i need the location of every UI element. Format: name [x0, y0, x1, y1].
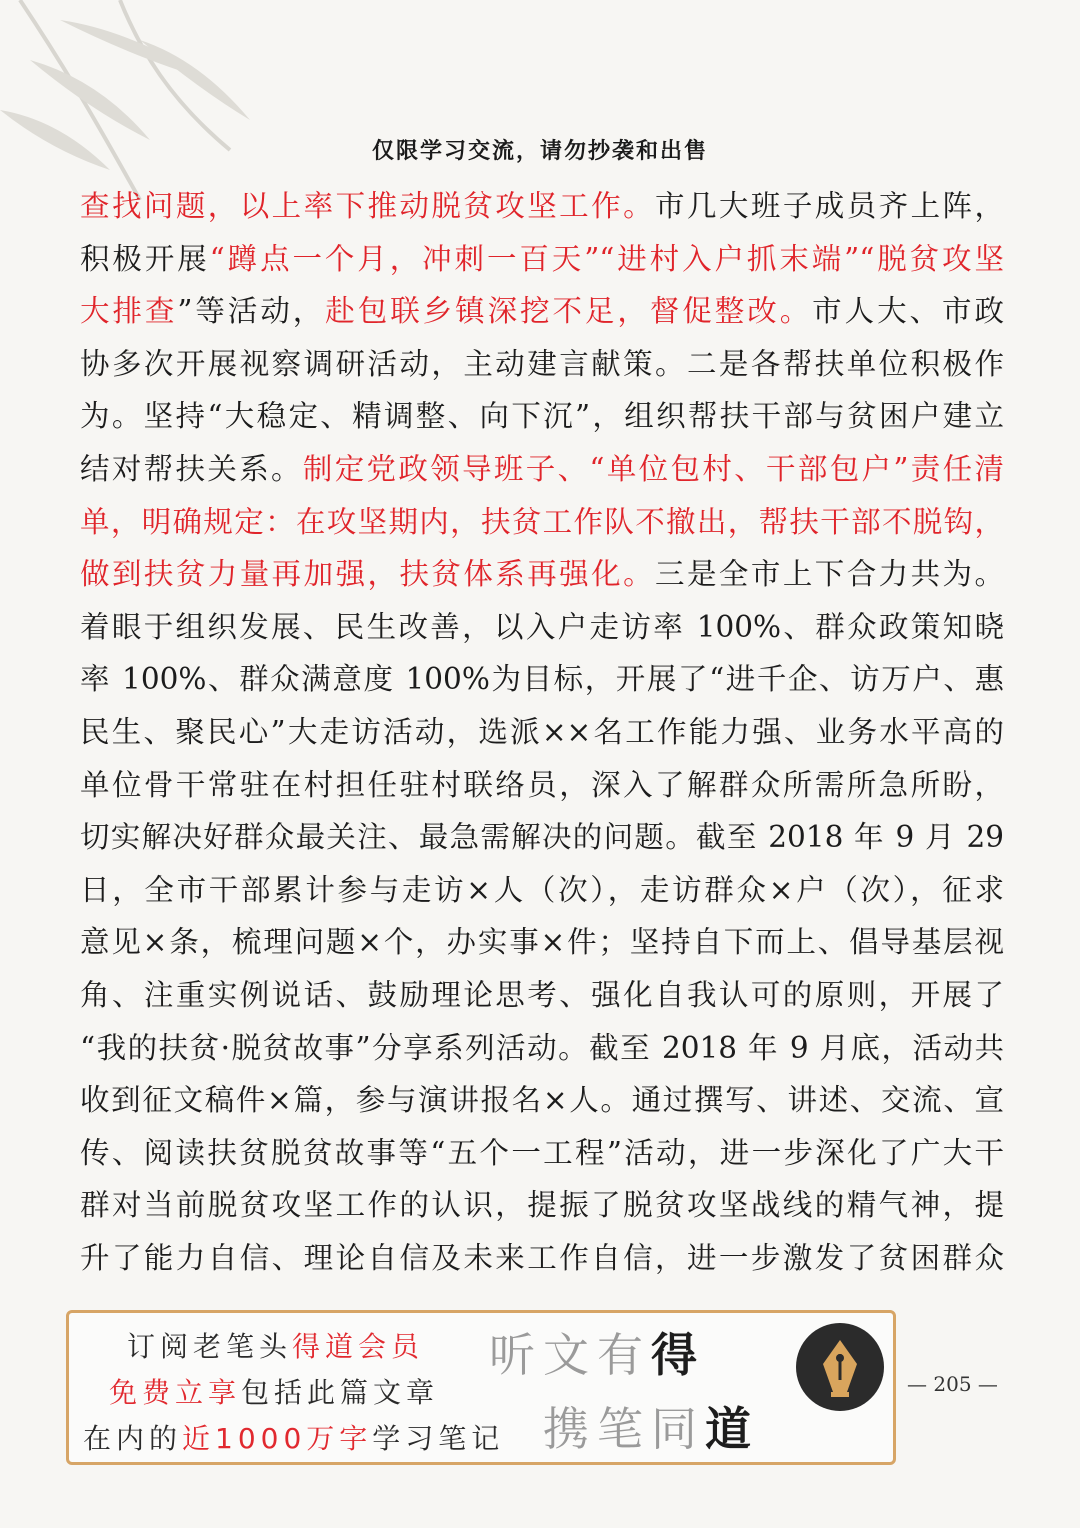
body-text: 三是全市上下合力共为。 — [655, 557, 1004, 592]
text-line — [80, 759, 1004, 812]
body-text: 民生、聚民心”大走访活动，选派××名工作能力强、业务水平高的 — [80, 714, 1004, 749]
text-line — [80, 1179, 1004, 1232]
body-text: 市几大班子成员齐上阵， — [655, 189, 1004, 223]
text-line — [80, 916, 1004, 969]
text-line — [80, 864, 1004, 917]
banner-text: 在内的 — [83, 1422, 183, 1455]
text-line — [80, 1127, 1004, 1180]
slogan-emphasis: 道 — [705, 1402, 759, 1456]
text-line — [80, 548, 1004, 601]
text-line — [80, 1232, 1004, 1285]
body-text: 市人大、市政 — [812, 294, 1004, 329]
body-text: 着眼于组织发展、民生改善，以入户走访率 100%、群众政策知晓 — [80, 609, 1004, 644]
text-line — [80, 285, 1004, 338]
body-text: 升了能力自信、理论自信及未来工作自信，进一步激发了贫困群众 — [80, 1240, 1004, 1275]
body-text: 切实解决好群众最关注、最急需解决的问题。截至 2018 年 9 月 29 — [80, 820, 1004, 855]
document-body — [80, 180, 1004, 1284]
body-text: 日，全市干部累计参与走访×人（次），走访群众×户（次），征求 — [80, 872, 1004, 907]
text-line — [80, 338, 1004, 391]
body-text: 协多次开展视察调研活动，主动建言献策。二是各帮扶单位积极作 — [80, 346, 1004, 381]
text-line — [80, 601, 1004, 654]
highlighted-text: 赴包联乡镇深挖不足，督促整改。 — [325, 294, 813, 329]
highlighted-text: 查找问题，以上率下推动脱贫攻坚工作。 — [80, 189, 656, 223]
slogan-emphasis: 得 — [651, 1328, 705, 1382]
header-note: 仅限学习交流，请勿抄袭和出售 — [371, 139, 708, 164]
pen-nib-icon — [795, 1322, 885, 1412]
promo-banner[interactable] — [66, 1310, 896, 1465]
text-line — [80, 180, 1004, 233]
page-number: — 205 — — [907, 1372, 998, 1396]
text-line — [80, 443, 1004, 496]
text-line — [80, 1074, 1004, 1127]
text-line — [80, 653, 1004, 706]
body-text: 群对当前脱贫攻坚工作的认识，提振了脱贫攻坚战线的精气神，提 — [80, 1188, 1004, 1223]
body-text: “我的扶贫·脱贫故事”分享系列活动。截至 2018 年 9 月底，活动共 — [80, 1030, 1004, 1065]
bamboo-decoration — [0, 0, 260, 200]
body-text: ”等活动， — [177, 294, 326, 329]
body-text: 为。坚持“大稳定、精调整、向下沉”，组织帮扶干部与贫困户建立 — [80, 399, 1004, 434]
highlighted-text: “蹲点一个月，冲刺一百天”“进村入户抓末端”“脱贫攻坚 — [209, 241, 1004, 276]
banner-highlight: 近1000万字 — [182, 1422, 373, 1455]
banner-line-2 — [109, 1371, 439, 1411]
slogan-text: 听文有 — [489, 1328, 651, 1382]
body-text: 角、注重实例说话、鼓励理论思考、强化自我认可的原则，开展了 — [80, 977, 1004, 1012]
body-text: 传、阅读扶贫脱贫故事等“五个一工程”活动，进一步深化了广大干 — [80, 1135, 1004, 1170]
body-text: 收到征文稿件×篇，参与演讲报名×人。通过撰写、讲述、交流、宣 — [80, 1083, 1004, 1118]
text-line — [80, 496, 1004, 549]
banner-highlight: 免费立享 — [109, 1376, 242, 1409]
text-line — [80, 811, 1004, 864]
text-line — [80, 390, 1004, 443]
body-text: 率 100%、群众满意度 100%为目标，开展了“进千企、访万户、惠 — [80, 662, 1004, 697]
body-text: 意见×条，梳理问题×个，办实事×件；坚持自下而上、倡导基层视 — [80, 925, 1004, 960]
text-line — [80, 969, 1004, 1022]
banner-text: 包括此篇文章 — [241, 1376, 440, 1409]
slogan-line-2 — [543, 1393, 759, 1459]
highlighted-text: 大排查 — [80, 294, 178, 329]
banner-text: 订阅老笔头 — [127, 1330, 293, 1363]
banner-text: 学习笔记 — [372, 1422, 505, 1455]
highlighted-text: 单，明确规定：在攻坚期内，扶贫工作队不撤出，帮扶干部不脱钩， — [80, 504, 1004, 539]
slogan-text: 携笔同 — [543, 1402, 705, 1456]
banner-line-3 — [83, 1417, 504, 1457]
highlighted-text: 制定党政领导班子、“单位包村、干部包户”责任清 — [302, 451, 1004, 486]
banner-line-1 — [127, 1325, 424, 1365]
text-line — [80, 706, 1004, 759]
banner-highlight: 得道会员 — [292, 1330, 425, 1363]
body-text: 积极开展 — [80, 241, 210, 276]
text-line — [80, 233, 1004, 286]
body-text: 单位骨干常驻在村担任驻村联络员，深入了解群众所需所急所盼， — [80, 767, 1004, 802]
text-line — [80, 1022, 1004, 1075]
highlighted-text: 做到扶贫力量再加强，扶贫体系再强化。 — [80, 557, 656, 592]
slogan-line-1 — [489, 1319, 705, 1385]
body-text: 结对帮扶关系。 — [80, 451, 303, 486]
